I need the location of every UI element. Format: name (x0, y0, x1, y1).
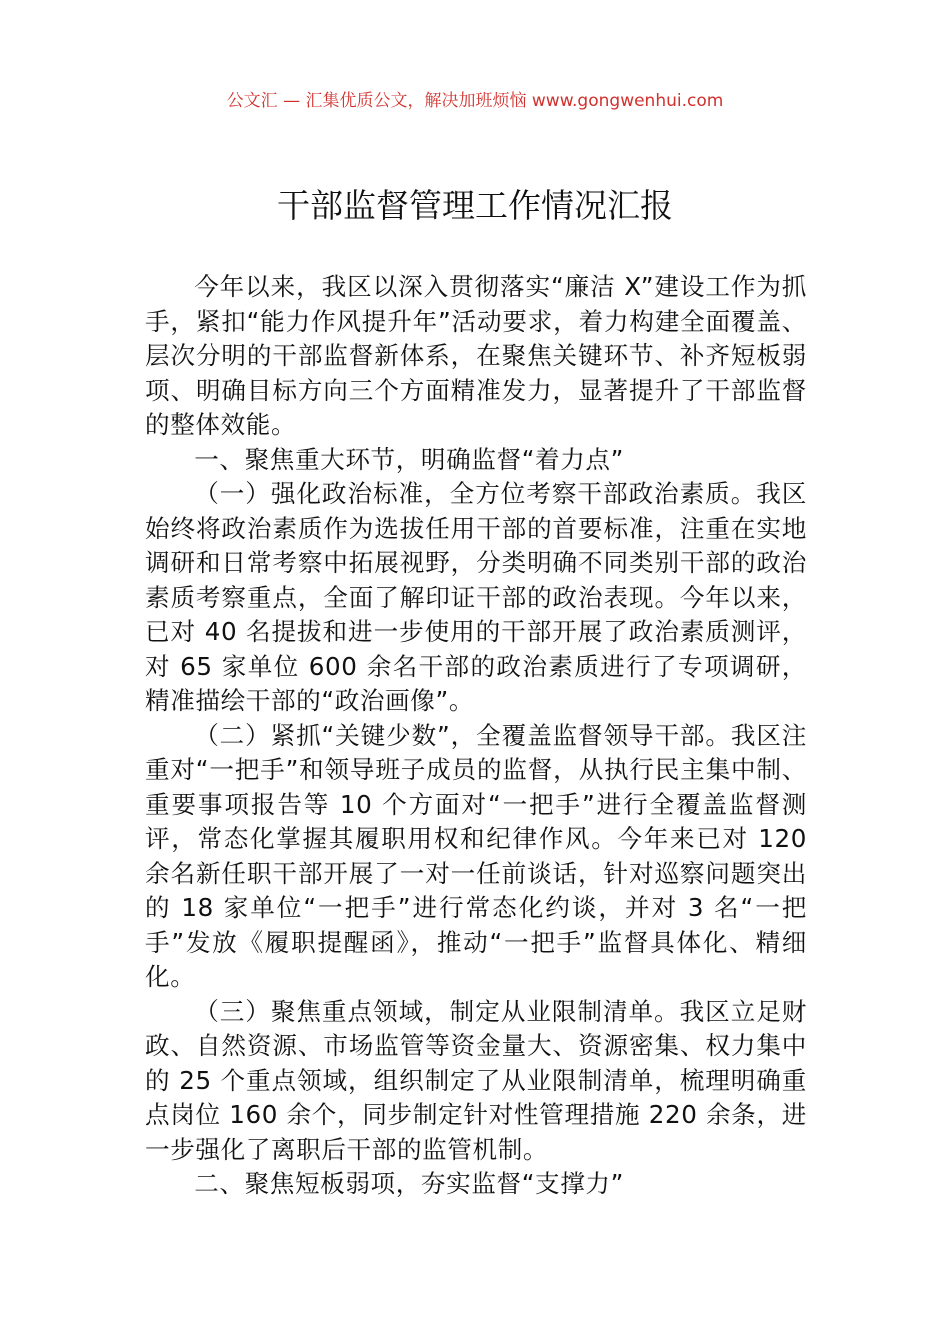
document-body (145, 270, 807, 1202)
intro-paragraph: 今年以来，我区以深入贯彻落实“廉洁 X”建设工作为抓手，紧扣“能力作风提升年”活动要求，着力构建全面覆盖、层次分明的干部监督新体系，在聚焦关键环节、补齐短板弱项、明确目标方向三个方面精准发力，显著提升了干部监督的整体效能。 (145, 272, 807, 439)
subsection-paragraph-3: （三）聚焦重点领域，制定从业限制清单。我区立足财政、自然资源、市场监管等资金量大、资源密集、权力集中的 25 个重点领域，组织制定了从业限制清单，梳理明确重点岗位 160 余个，同步制定针对性管理措施 220 余条，进一步强化了离职后干部的监管机制。 (145, 996, 807, 1164)
subsection-paragraph-1: （一）强化政治标准，全方位考察干部政治素质。我区始终将政治素质作为选拔任用干部的首要标准，注重在实地调研和日常考察中拓展视野，分类明确不同类别干部的政治素质考察重点，全面了解印证干部的政治表现。今年以来，已对 40 名提拔和进一步使用的干部开展了政治素质测评，对 65 家单位 600 余名干部的政治素质进行了专项调研，精准描绘干部的“政治画像”。 (145, 479, 807, 715)
header-banner: 公文汇 — 汇集优质公文，解决加班烦恼 www.gongwenhui.com (226, 91, 724, 111)
document-title: 干部监督管理工作情况汇报 (277, 186, 673, 225)
subsection-paragraph-2: （二）紧抓“关键少数”，全覆盖监督领导干部。我区注重对“一把手”和领导班子成员的监督，从执行民主集中制、重要事项报告等 10 个方面对“一把手”进行全覆盖监督测评，常态化掌握其履职用权和纪律作风。今年来已对 120 余名新任职干部开展了一对一任前谈话，针对巡察问题突出的 18 家单位“一把手”进行常态化约谈，并对 3 名“一把手”发放《履职提醒函》，推动“一把手”监督具体化、精细化。 (145, 720, 807, 991)
section-heading-2: 二、聚焦短板弱项，夯实监督“支撑力” (194, 1169, 624, 1198)
section-heading-1: 一、聚焦重大环节，明确监督“着力点” (194, 444, 624, 474)
